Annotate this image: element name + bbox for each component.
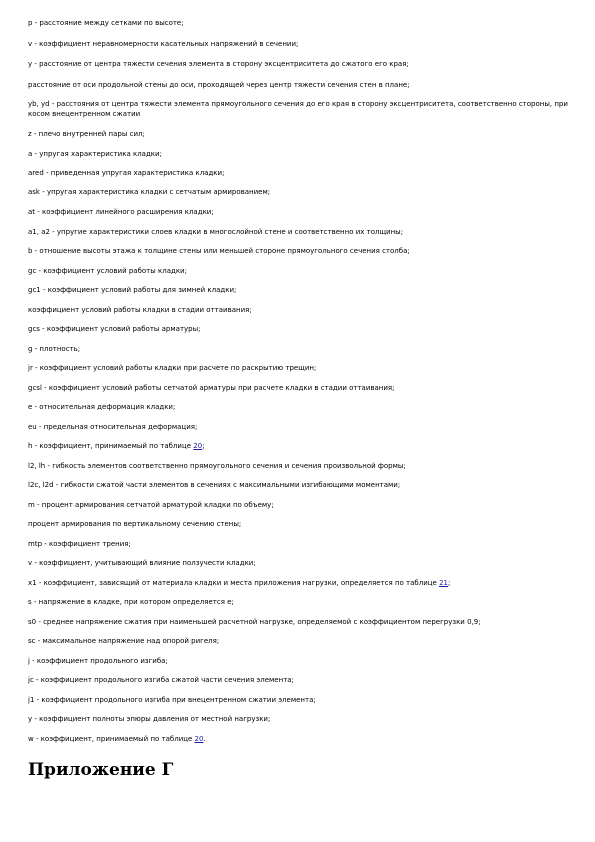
definition-line: j1 - коэффициент продольного изгиба при внецентренном сжатии элемента; xyxy=(28,696,316,704)
line-punct: . xyxy=(203,735,206,743)
definition-line: jc - коэффициент продольного изгиба сжатой части сечения элемента; xyxy=(28,676,294,684)
definition-line: gc - коэффициент условий работы кладки; xyxy=(28,267,187,275)
table-link[interactable]: 20 xyxy=(194,735,204,743)
definition-line: l2c, l2d - гибкости сжатой части элементов в сечениях с максимальными изгибающими моментами; xyxy=(28,481,401,489)
definition-line: процент армирования по вертикальному сечению стены; xyxy=(28,520,242,528)
definition-line: v - коэффициент, учитывающий влияние ползучести кладки; xyxy=(28,559,256,567)
definition-line: b - отношение высоты этажа к толщине стены или меньшей стороне прямоугольного сечения столба; xyxy=(28,247,410,255)
table-link[interactable]: 21 xyxy=(439,579,448,587)
definition-line: y - коэффициент полноты эпюры давления от местной нагрузки; xyxy=(28,715,271,723)
definition-line: e - относительная деформация кладки; xyxy=(28,403,176,411)
definition-line: ared - приведенная упругая характеристика кладки; xyxy=(28,169,225,177)
line-text: h - коэффициент, принимаемый по таблице xyxy=(28,442,194,450)
definition-line: at - коэффициент линейного расширения кладки; xyxy=(28,208,214,216)
definition-line: v - коэффициент неравномерности касательных напряжений в сечении; xyxy=(28,40,299,48)
definition-line: mtp - коэффициент трения; xyxy=(28,540,131,548)
appendix-heading: Приложение Г xyxy=(28,760,174,780)
definition-line: l2, lh - гибкость элементов соответственно прямоугольного сечения и сечения произвольной формы; xyxy=(28,462,406,470)
definition-line: a - упругая характеристика кладки; xyxy=(28,150,162,158)
definition-line: р - расстояние между сетками по высоте; xyxy=(28,19,184,27)
definition-line: gcsl - коэффициент условий работы сетчатой арматуры при расчете кладки в стадии оттаивания; xyxy=(28,384,395,392)
definition-line: z - плечо внутренней пары сил; xyxy=(28,130,145,138)
line-punct: ; xyxy=(202,442,205,450)
definition-line: ask - упругая характеристика кладки с сетчатым армированием; xyxy=(28,188,271,196)
definition-line: s - напряжение в кладке, при котором определяется e; xyxy=(28,598,234,606)
definition-line: j - коэффициент продольного изгиба; xyxy=(28,657,168,665)
definition-line: g - плотность; xyxy=(28,345,81,353)
line-punct: ; xyxy=(447,579,451,587)
definition-line: eu - предельная относительная деформация; xyxy=(28,423,198,431)
definition-line: y - расстояние от центра тяжести сечения элемента в сторону эксцентриситета до сжатого его края; xyxy=(28,60,409,68)
definition-line: коэффициент условий работы кладки в стадии оттаивания; xyxy=(28,306,252,314)
definition-line: m - процент армирования сетчатой арматурой кладки по объему; xyxy=(28,501,274,509)
table-link[interactable]: 20 xyxy=(193,442,203,450)
definition-line xyxy=(28,734,568,744)
definition-line xyxy=(28,578,568,588)
definition-line: s0 - среднее напряжение сжатия при наименьшей расчетной нагрузке, определяемой с коэффициентом перегрузки 0,9; xyxy=(28,618,481,626)
definition-line: yb, yd - расстояния от центра тяжести элемента прямоугольного сечения до его края в сторону эксцентриситета, соответственно стороны, при косом внецентренном сжатии xyxy=(28,100,568,118)
line-text: w - коэффициент, принимаемый по таблице xyxy=(28,735,195,743)
definition-line: a1, a2 - упругие характеристики слоев кладки в многослойной стене и соответственно их толщины; xyxy=(28,228,404,236)
definition-line: gc1 - коэффициент условий работы для зимней кладки; xyxy=(28,286,237,294)
definition-line: sc - максимальное напряжение над опорой ригеля; xyxy=(28,637,220,645)
definition-line: gcs - коэффициент условий работы арматуры; xyxy=(28,325,201,333)
definition-line xyxy=(28,441,568,451)
definition-line: jr - коэффициент условий работы кладки при расчете по раскрытию трещин; xyxy=(28,364,317,372)
definition-line: расстояние от оси продольной стены до оси, проходящей через центр тяжести сечения стен в плане; xyxy=(28,81,410,89)
line-text: x1 - коэффициент, зависящий от материала кладки и места приложения нагрузки, определяется по таблице xyxy=(28,579,440,587)
